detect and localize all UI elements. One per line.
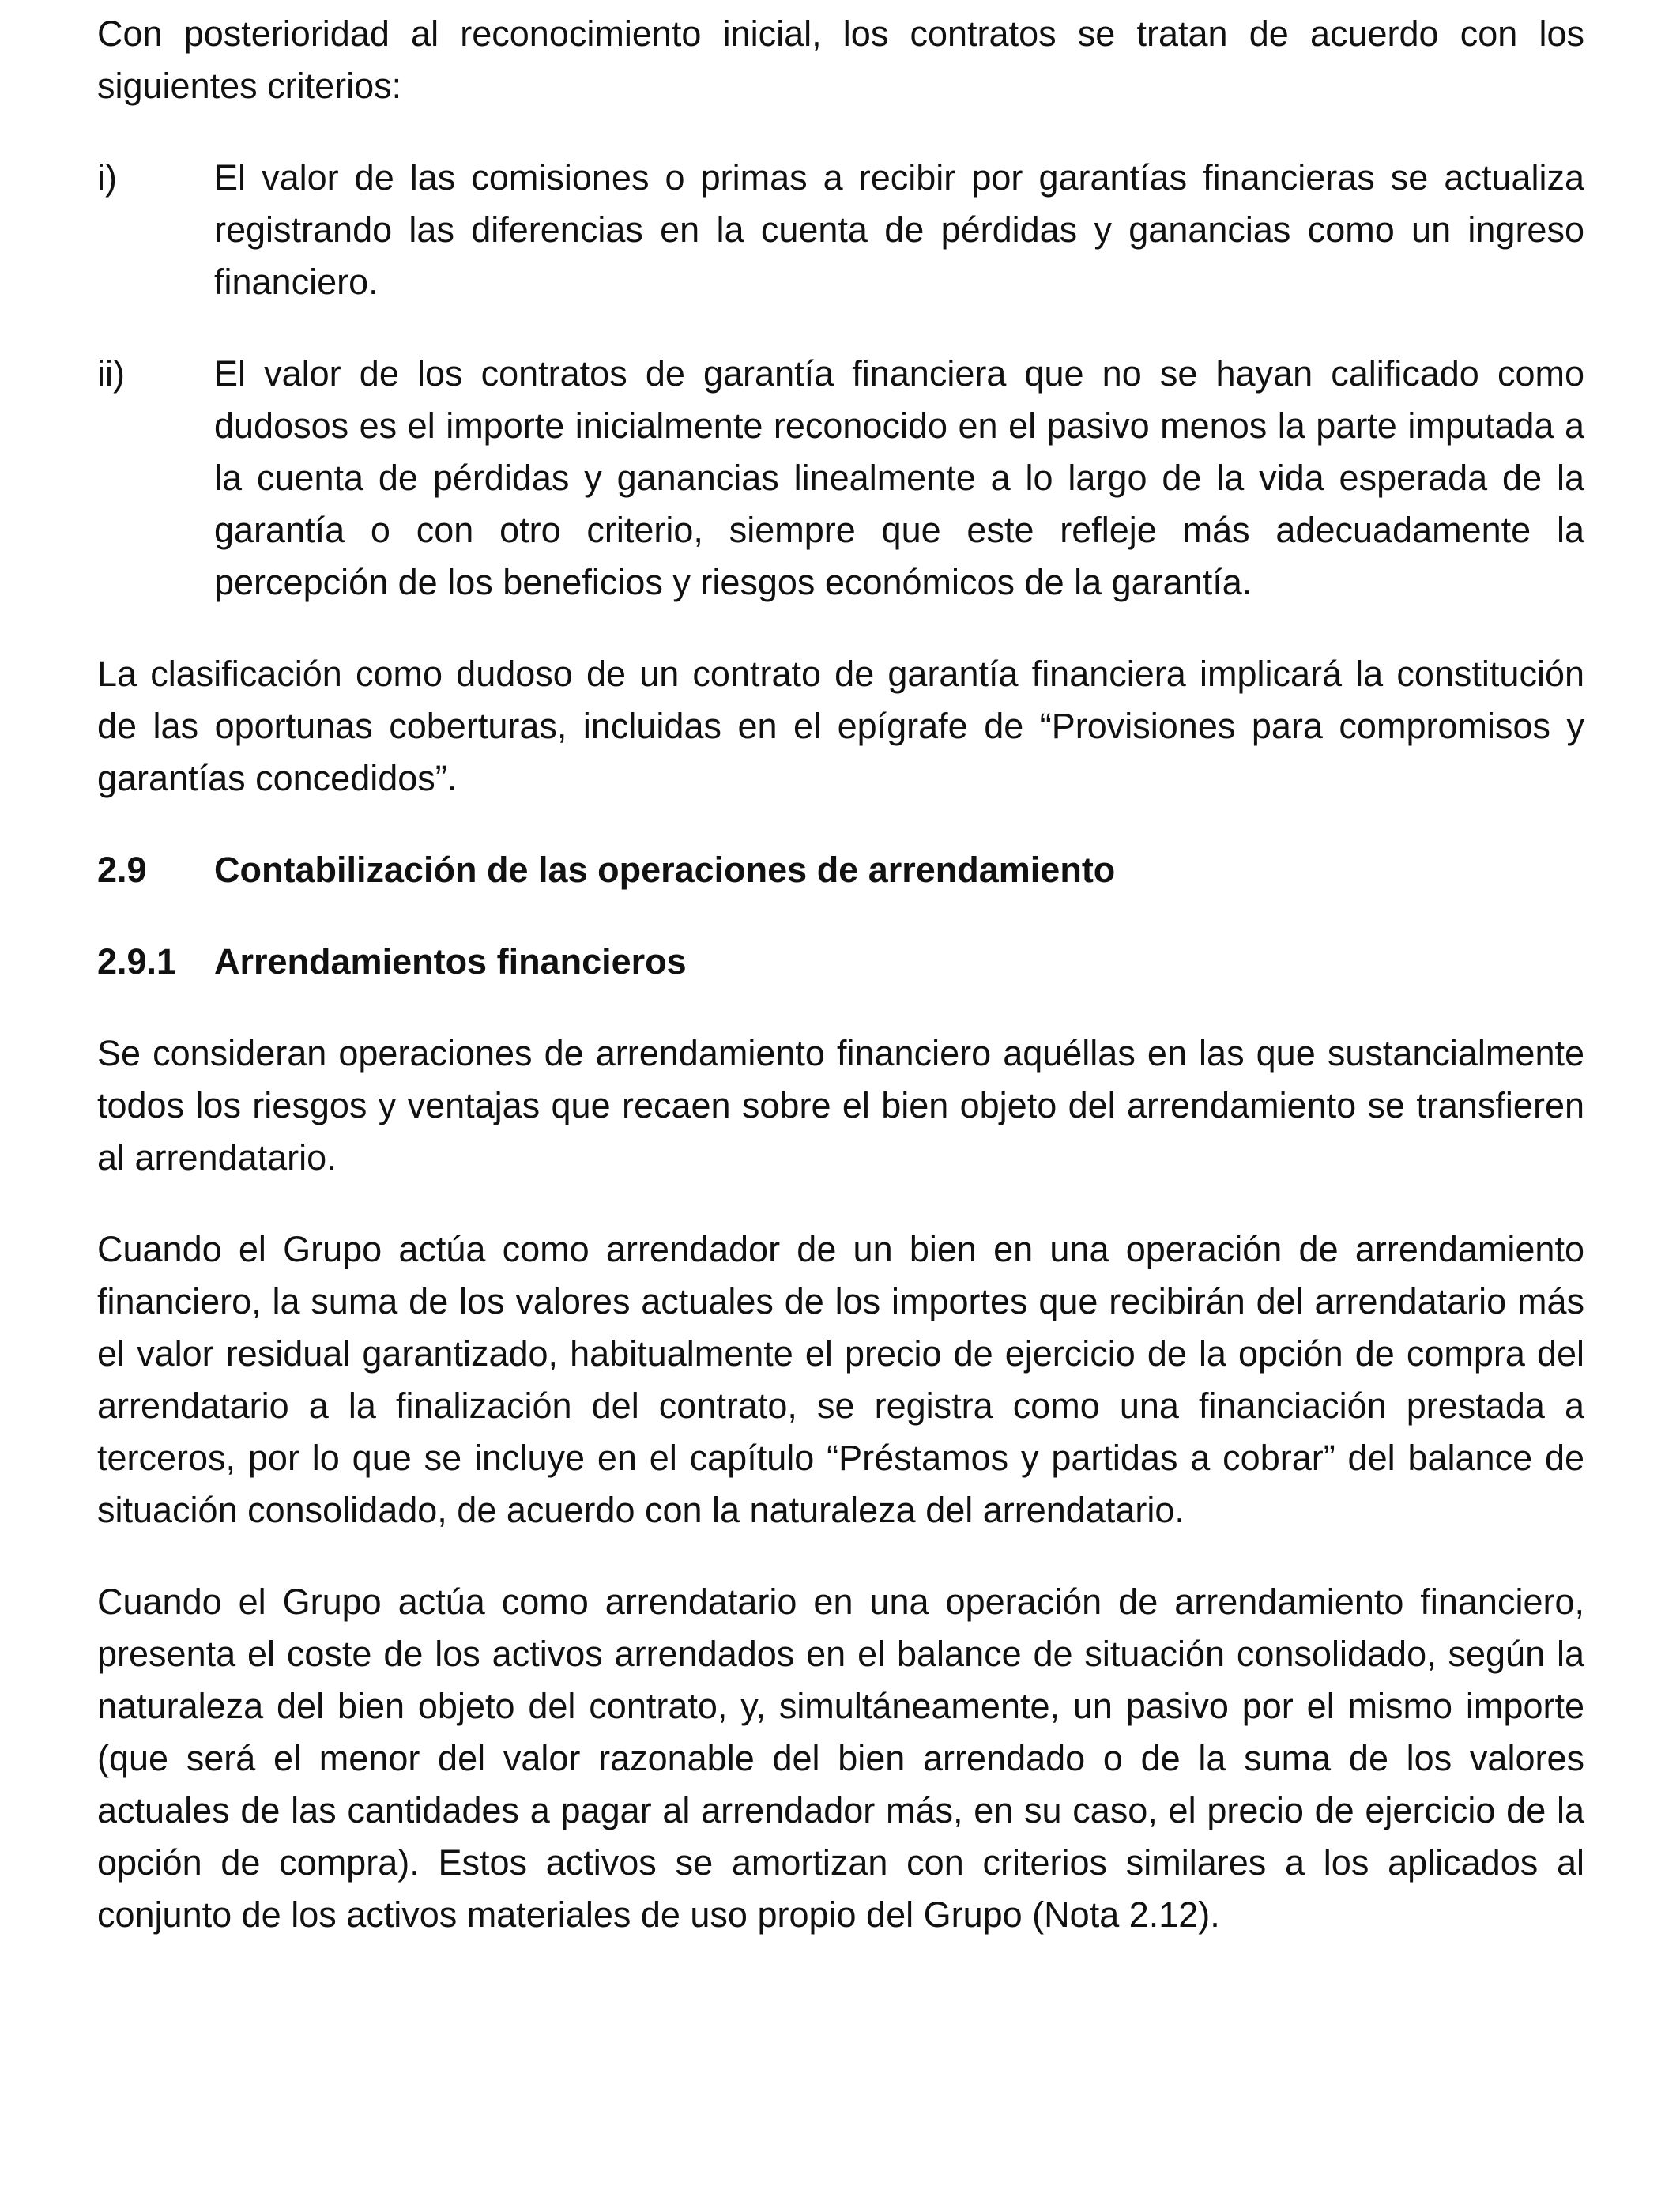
lessor-paragraph: Cuando el Grupo actúa como arrendador de un bien en una operación de arrendamiento financiero, la suma de los valores actuales de los importes que recibirán del arrendatario más el valor residual garantizado, habitualmente el precio de ejercicio de la opción de compra del arrendatario a la finalización del contrato, se registra como una financiación prestada a terceros, por lo que se incluye en el capítulo “Préstamos y partidas a cobrar” del balance de situación consolidado, de acuerdo con la naturaleza del arrendatario. — [97, 1229, 1584, 1530]
section-heading — [97, 844, 1584, 896]
criteria-item-2 — [97, 348, 1584, 609]
lease-definition-paragraph: Se consideran operaciones de arrendamiento financiero aquéllas en las que sustancialmente todos los riesgos y ventajas que recaen sobre el bien objeto del arrendamiento se transfieren al arrendatario. — [97, 1033, 1584, 1178]
lessee-paragraph: Cuando el Grupo actúa como arrendatario en una operación de arrendamiento financiero, presenta el coste de los activos arrendados en el balance de situación consolidado, según la naturaleza del bien objeto del contrato, y, simultáneamente, un pasivo por el mismo importe (que será el menor del valor razonable del bien arrendado o de la suma de los valores actuales de las cantidades a pagar al arrendador más, en su caso, el precio de ejercicio de la opción de compra). Estos activos se amortizan con criterios similares a los aplicados al conjunto de los activos materiales de uso propio del Grupo (Nota 2.12). — [97, 1581, 1584, 1935]
criteria-text: El valor de las comisiones o primas a recibir por garantías financieras se actualiza registrando las diferencias en la cuenta de pérdidas y ganancias como un ingreso financiero. — [214, 157, 1584, 302]
criteria-text: El valor de los contratos de garantía financiera que no se hayan calificado como dudosos es el importe inicialmente reconocido en el pasivo menos la parte imputada a la cuenta de pérdidas y ganancias linealmente a lo largo de la vida esperada de la garantía o con otro criterio, siempre que este refleje más adecuadamente la percepción de los beneficios y riesgos económicos de la garantía. — [214, 353, 1584, 602]
criteria-marker: i) — [97, 157, 117, 198]
section-number: 2.9 — [97, 850, 147, 890]
document-page — [97, 8, 1584, 1981]
subsection-number: 2.9.1 — [97, 941, 177, 982]
classification-paragraph: La clasificación como dudoso de un contrato de garantía financiera implicará la constitución de las oportunas coberturas, incluidas en el epígrafe de “Provisiones para compromisos y garantías concedidos”. — [97, 654, 1584, 798]
criteria-item-1 — [97, 152, 1584, 308]
intro-paragraph: Con posterioridad al reconocimiento inicial, los contratos se tratan de acuerdo con los siguientes criterios: — [97, 13, 1584, 106]
section-title: Contabilización de las operaciones de arrendamiento — [214, 850, 1116, 890]
subsection-title: Arrendamientos financieros — [214, 941, 687, 982]
criteria-marker: ii) — [97, 353, 125, 394]
subsection-heading — [97, 936, 1584, 988]
